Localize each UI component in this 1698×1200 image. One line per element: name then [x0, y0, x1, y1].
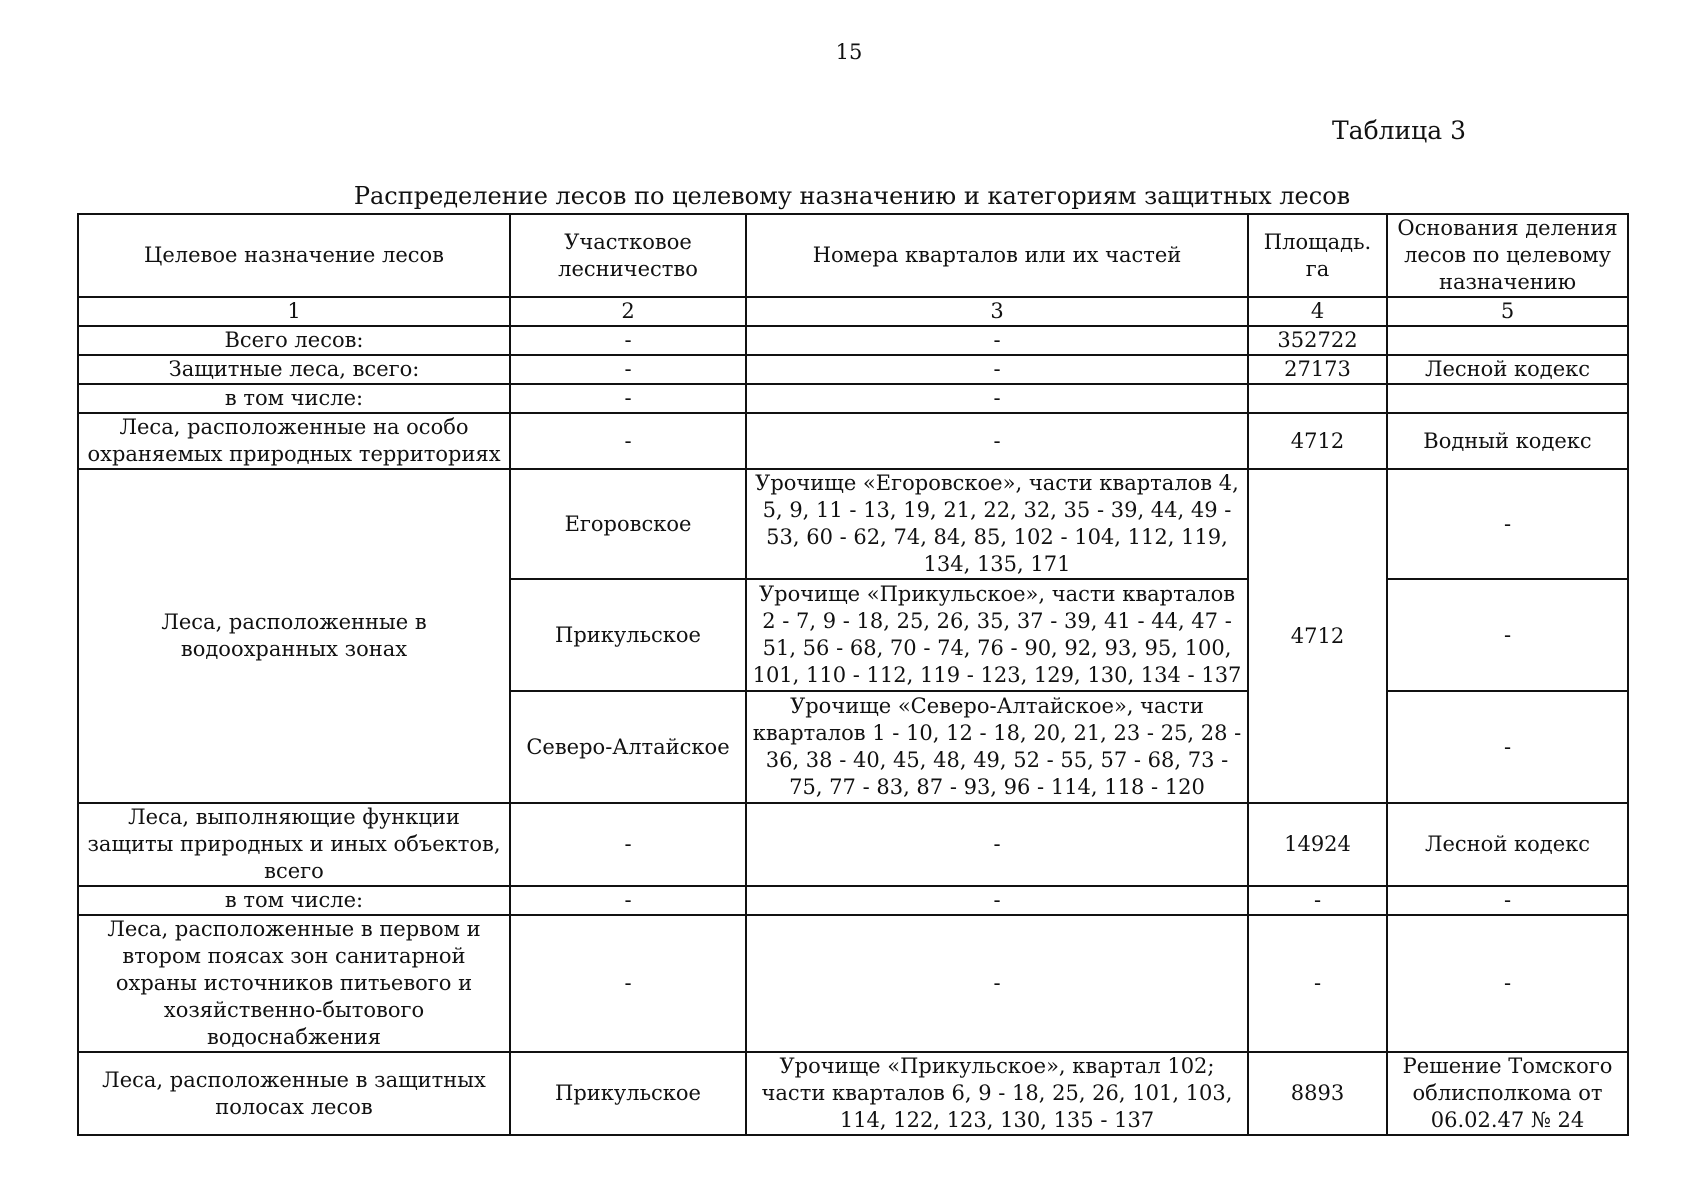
table-row-protective: [78, 355, 1628, 384]
cell-quarters: -: [746, 915, 1248, 1052]
header-cell-basis: Основания деления лесов по целевому назначению: [1387, 214, 1628, 297]
cell-area: -: [1248, 915, 1387, 1052]
cell-quarters: Урочище «Прикульское», части кварталов 2 - 7, 9 - 18, 25, 26, 35, 37 - 39, 41 - 44, 47 - 51, 56 - 68, 70 - 74, 76 - 90, 92, 93, 95, 100, 101, 110 - 112, 119 - 123, 129, 130, 134 - 137: [746, 579, 1248, 691]
cell-forestry: -: [510, 413, 746, 469]
column-number: 1: [78, 297, 510, 326]
cell-quarters: -: [746, 384, 1248, 413]
cell-forestry: Северо-Алтайское: [510, 691, 746, 803]
column-number: 2: [510, 297, 746, 326]
cell-forestry: Егоровское: [510, 469, 746, 579]
cell-purpose: Леса, расположенные в защитных полосах лесов: [78, 1052, 510, 1135]
cell-quarters: -: [746, 886, 1248, 915]
column-number-row: [78, 297, 1628, 326]
cell-forestry: Прикульское: [510, 1052, 746, 1135]
cell-basis: -: [1387, 469, 1628, 579]
header-cell-area: Площадь. га: [1248, 214, 1387, 297]
forest-distribution-table: [77, 213, 1629, 1136]
cell-quarters: -: [746, 326, 1248, 355]
cell-basis: Водный кодекс: [1387, 413, 1628, 469]
cell-purpose: Леса, выполняющие функции защиты природных и иных объектов, всего: [78, 803, 510, 886]
cell-basis: [1387, 384, 1628, 413]
header-cell-forestry: Участковое лесничество: [510, 214, 746, 297]
cell-purpose: Леса, расположенные на особо охраняемых природных территориях: [78, 413, 510, 469]
table-row-sanitary: [78, 915, 1628, 1052]
cell-basis: -: [1387, 886, 1628, 915]
cell-basis: -: [1387, 691, 1628, 803]
cell-basis: -: [1387, 915, 1628, 1052]
cell-area: 4712: [1248, 413, 1387, 469]
cell-basis: [1387, 326, 1628, 355]
column-number: 4: [1248, 297, 1387, 326]
cell-basis: -: [1387, 579, 1628, 691]
cell-area: 27173: [1248, 355, 1387, 384]
cell-quarters: -: [746, 413, 1248, 469]
table-label: Таблица 3: [1331, 116, 1466, 145]
cell-quarters: -: [746, 355, 1248, 384]
table-row-including: [78, 384, 1628, 413]
table-row-water-egorovskoe: [78, 469, 1628, 579]
cell-forestry: -: [510, 384, 746, 413]
cell-purpose: Всего лесов:: [78, 326, 510, 355]
cell-purpose: Леса, расположенные в водоохранных зонах: [78, 469, 510, 803]
cell-area: 352722: [1248, 326, 1387, 355]
cell-area: 4712: [1248, 469, 1387, 803]
cell-area: 8893: [1248, 1052, 1387, 1135]
cell-basis: Решение Томского облисполкома от 06.02.47 № 24: [1387, 1052, 1628, 1135]
cell-area: -: [1248, 886, 1387, 915]
table-row-protected-areas: [78, 413, 1628, 469]
header-row: [78, 214, 1628, 297]
cell-quarters: Урочище «Прикульское», квартал 102; части кварталов 6, 9 - 18, 25, 26, 101, 103, 114, 122, 123, 130, 135 - 137: [746, 1052, 1248, 1135]
cell-purpose: в том числе:: [78, 384, 510, 413]
table-row-including: [78, 886, 1628, 915]
cell-basis: Лесной кодекс: [1387, 803, 1628, 886]
cell-forestry: Прикульское: [510, 579, 746, 691]
cell-purpose: в том числе:: [78, 886, 510, 915]
cell-forestry: -: [510, 803, 746, 886]
column-number: 3: [746, 297, 1248, 326]
cell-quarters: -: [746, 803, 1248, 886]
cell-forestry: -: [510, 326, 746, 355]
cell-area: [1248, 384, 1387, 413]
cell-purpose: Леса, расположенные в первом и втором поясах зон санитарной охраны источников питьевого и хозяйственно-бытового водоснабжения: [78, 915, 510, 1052]
page-number: 15: [835, 40, 863, 64]
table-row-functions: [78, 803, 1628, 886]
cell-forestry: -: [510, 915, 746, 1052]
cell-forestry: -: [510, 886, 746, 915]
cell-quarters: Урочище «Северо-Алтайское», части кварталов 1 - 10, 12 - 18, 20, 21, 23 - 25, 28 - 36, 38 - 40, 45, 48, 49, 52 - 55, 57 - 68, 73 - 75, 77 - 83, 87 - 93, 96 - 114, 118 - 120: [746, 691, 1248, 803]
table-row-protective-strips: [78, 1052, 1628, 1135]
table-row-total: [78, 326, 1628, 355]
cell-quarters: Урочище «Егоровское», части кварталов 4, 5, 9, 11 - 13, 19, 21, 22, 32, 35 - 39, 44, 49 - 53, 60 - 62, 74, 84, 85, 102 - 104, 112, 119, 134, 135, 171: [746, 469, 1248, 579]
header-cell-purpose: Целевое назначение лесов: [78, 214, 510, 297]
table-title: Распределение лесов по целевому назначению и категориям защитных лесов: [353, 182, 1351, 210]
column-number: 5: [1387, 297, 1628, 326]
cell-area: 14924: [1248, 803, 1387, 886]
cell-forestry: -: [510, 355, 746, 384]
header-cell-quarters: Номера кварталов или их частей: [746, 214, 1248, 297]
cell-purpose: Защитные леса, всего:: [78, 355, 510, 384]
cell-basis: Лесной кодекс: [1387, 355, 1628, 384]
